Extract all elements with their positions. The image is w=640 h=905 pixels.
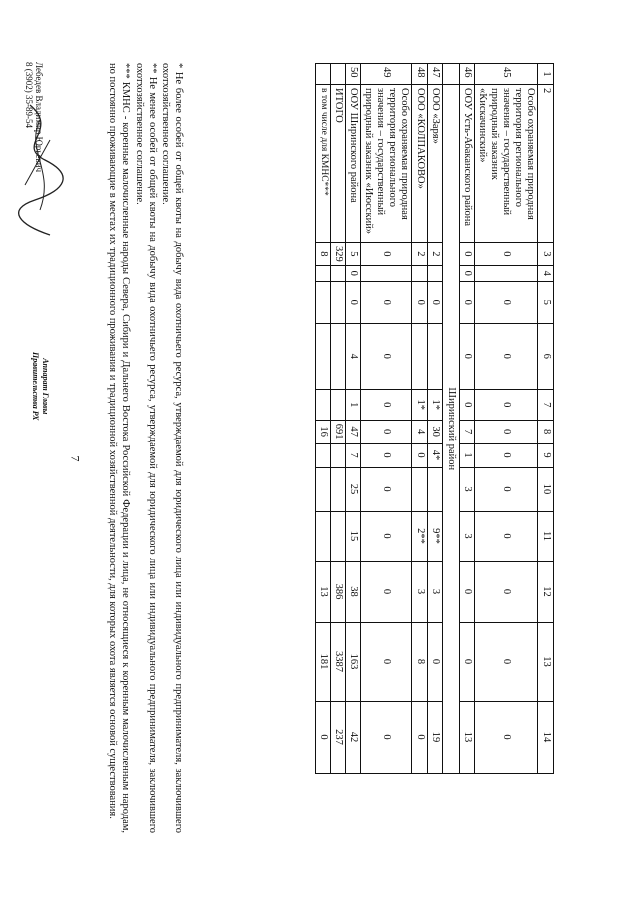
table-cell: 0 xyxy=(459,243,474,266)
table-cell xyxy=(316,323,331,389)
table-cell xyxy=(316,265,331,281)
table-cell: 0 xyxy=(361,511,412,561)
table-cell: 1 xyxy=(459,443,474,467)
table-cell: 19 xyxy=(427,701,442,773)
table-cell: 3 xyxy=(427,561,442,622)
stamp-line-2: Правительства РХ xyxy=(31,352,41,421)
table-cell: 0 xyxy=(474,243,537,266)
table-cell xyxy=(316,281,331,323)
table-cell: 49 xyxy=(361,64,412,85)
table-cell: 2** xyxy=(412,511,427,561)
table-cell: 0 xyxy=(459,281,474,323)
table-cell xyxy=(316,64,331,85)
table-cell xyxy=(331,467,346,511)
table-cell: 15 xyxy=(346,511,361,561)
table-cell: 0 xyxy=(427,622,442,701)
table-cell: 25 xyxy=(346,467,361,511)
table-cell: 0 xyxy=(346,265,361,281)
table-cell xyxy=(331,281,346,323)
table-cell: 9 xyxy=(538,443,554,467)
table-cell: 16 xyxy=(316,420,331,443)
table-cell xyxy=(412,265,427,281)
table-cell: 4 xyxy=(346,323,361,389)
table-cell: 0 xyxy=(412,701,427,773)
table-cell: 5 xyxy=(346,243,361,266)
table-cell xyxy=(442,64,459,85)
handwritten-signature xyxy=(10,100,70,240)
table-cell: 386 xyxy=(331,561,346,622)
table-cell: 2 xyxy=(427,243,442,266)
table-cell: 13 xyxy=(316,561,331,622)
row-name-cell: ООУ Ширинского района xyxy=(346,85,361,243)
table-cell: 8 xyxy=(538,420,554,443)
section-row xyxy=(442,64,459,774)
table-cell: 12 xyxy=(538,561,554,622)
table-cell: 1* xyxy=(412,389,427,420)
footnote-3: *** КМНС - коренные малочисленные народы Севера, Сибири и Дальнего Востока Российской Федерации и лица, не относящиеся к коренным малочисленным народам, но постоянно проживающие в местах их традиционного проживания и традиционной хозяйственной деятельности, для которых охота является основой существования. xyxy=(107,63,132,833)
table-cell: 691 xyxy=(331,420,346,443)
row-name-cell: ООУ Усть-Абаканского района xyxy=(459,85,474,243)
table-cell: 0 xyxy=(361,622,412,701)
table-cell: 30 xyxy=(427,420,442,443)
table-cell: 42 xyxy=(346,701,361,773)
table-cell xyxy=(331,511,346,561)
table-cell: 38 xyxy=(346,561,361,622)
table-cell: 14 xyxy=(538,701,554,773)
quota-table xyxy=(315,63,554,774)
footnote-2: ** Не менее особей от общей квоты на добычу вида охотничьего ресурса, утверждаемой для юридического лица или индивидуального предпринимателя, заключившего охотхозяйственное соглашение. xyxy=(133,63,158,833)
table-cell: 45 xyxy=(474,64,537,85)
table-row xyxy=(427,64,442,774)
table-cell: 46 xyxy=(459,64,474,85)
table-cell: 9** xyxy=(427,511,442,561)
table-cell: 0 xyxy=(361,243,412,266)
table-cell: 163 xyxy=(346,622,361,701)
approval-stamp xyxy=(31,352,50,421)
table-cell: 6 xyxy=(538,323,554,389)
table-cell xyxy=(427,265,442,281)
table-cell xyxy=(316,443,331,467)
table-cell: 0 xyxy=(474,443,537,467)
table-cell xyxy=(331,323,346,389)
signer-name: Лебедев Владимир Юрьевич xyxy=(34,62,44,173)
footnote-1: * Не более особей от общей квоты на добычу вида охотничьего ресурса, утверждаемой для юридического лица или индивидуального предпринимателя, заключившего охотхозяйственное соглашение. xyxy=(159,63,184,833)
table-cell: 237 xyxy=(331,701,346,773)
table-cell: 4* xyxy=(427,443,442,467)
table-cell xyxy=(316,511,331,561)
table-cell: 0 xyxy=(474,389,537,420)
table-cell: 0 xyxy=(474,281,537,323)
table-row xyxy=(412,64,427,774)
table-cell: 0 xyxy=(427,281,442,323)
table-cell xyxy=(427,467,442,511)
table-cell: 0 xyxy=(361,389,412,420)
table-cell: 7 xyxy=(538,389,554,420)
table-cell xyxy=(412,323,427,389)
table-cell: 11 xyxy=(538,511,554,561)
table-cell: 8 xyxy=(412,622,427,701)
table-cell: 0 xyxy=(474,420,537,443)
table-cell: 8 xyxy=(316,243,331,266)
table-cell: 0 xyxy=(361,443,412,467)
row-name-cell: 2 xyxy=(538,85,554,243)
table-cell: 0 xyxy=(459,323,474,389)
table-cell: 10 xyxy=(538,467,554,511)
table-cell: 13 xyxy=(538,622,554,701)
table-cell: 0 xyxy=(474,701,537,773)
table-cell xyxy=(361,265,412,281)
table-cell: 0 xyxy=(346,281,361,323)
table-cell: 0 xyxy=(459,561,474,622)
table-cell: 181 xyxy=(316,622,331,701)
table-cell: 0 xyxy=(412,281,427,323)
table-cell: 1 xyxy=(538,64,554,85)
table-cell: 4 xyxy=(538,265,554,281)
table-cell xyxy=(316,467,331,511)
section-title: Ширинский район xyxy=(442,85,459,774)
table-cell: 3 xyxy=(459,511,474,561)
total-row xyxy=(331,64,346,774)
table-cell: 3 xyxy=(412,561,427,622)
table-cell: 0 xyxy=(474,622,537,701)
table-cell: 0 xyxy=(459,265,474,281)
row-name-cell: в том числе для КМНС*** xyxy=(316,85,331,243)
table-cell: 0 xyxy=(412,443,427,467)
table-cell: 0 xyxy=(474,511,537,561)
table-cell: 47 xyxy=(346,420,361,443)
table-cell: 13 xyxy=(459,701,474,773)
signer-phone: 8 (3902) 35-89-54 xyxy=(23,62,34,128)
table-cell: 47 xyxy=(427,64,442,85)
table-cell xyxy=(474,265,537,281)
table-cell xyxy=(412,467,427,511)
table-cell xyxy=(331,443,346,467)
table-cell: 3387 xyxy=(331,622,346,701)
table-row xyxy=(361,64,412,774)
table-cell: 0 xyxy=(316,701,331,773)
table-row xyxy=(459,64,474,774)
stamp-line-1: Аппарат Главы xyxy=(41,358,50,415)
table-cell: 3 xyxy=(459,467,474,511)
table-cell: 7 xyxy=(459,420,474,443)
table-cell: 0 xyxy=(474,467,537,511)
row-name-cell: ООО «КОЛПАКОВО» xyxy=(412,85,427,243)
table-cell: 0 xyxy=(361,420,412,443)
footnotes xyxy=(106,63,185,833)
table-cell: 2 xyxy=(412,243,427,266)
table-cell xyxy=(331,389,346,420)
table-cell: 0 xyxy=(459,622,474,701)
table-row xyxy=(346,64,361,774)
table-cell: 0 xyxy=(459,389,474,420)
table-cell: 0 xyxy=(361,561,412,622)
row-name-cell: ИТОГО xyxy=(331,85,346,243)
page-number: 7 xyxy=(68,455,83,462)
table-cell: 3 xyxy=(538,243,554,266)
table-cell xyxy=(331,64,346,85)
table-cell: 7 xyxy=(346,443,361,467)
table-cell xyxy=(427,323,442,389)
table-cell: 0 xyxy=(361,701,412,773)
table-row xyxy=(474,64,537,774)
table-cell: 50 xyxy=(346,64,361,85)
row-name-cell: ООО «Заря» xyxy=(427,85,442,243)
table-cell: 0 xyxy=(361,281,412,323)
table-cell: 1 xyxy=(346,389,361,420)
table-cell: 48 xyxy=(412,64,427,85)
table-cell xyxy=(331,265,346,281)
table-cell: 329 xyxy=(331,243,346,266)
row-name-cell: Особо охраняемая природная территория регионального значения – государственный природный заказник «Июсский» xyxy=(361,85,412,243)
table-cell: 0 xyxy=(361,467,412,511)
table-cell: 0 xyxy=(474,323,537,389)
row-name-cell: Особо охраняемая природная территория регионального значения – государственный природный заказник «Кискачинский» xyxy=(474,85,537,243)
table-cell xyxy=(316,389,331,420)
table-cell: 5 xyxy=(538,281,554,323)
table-cell: 0 xyxy=(474,561,537,622)
table-cell: 1* xyxy=(427,389,442,420)
kmns-row xyxy=(316,64,331,774)
table-cell: 4 xyxy=(412,420,427,443)
table-cell: 0 xyxy=(361,323,412,389)
table-header-row xyxy=(538,64,554,774)
